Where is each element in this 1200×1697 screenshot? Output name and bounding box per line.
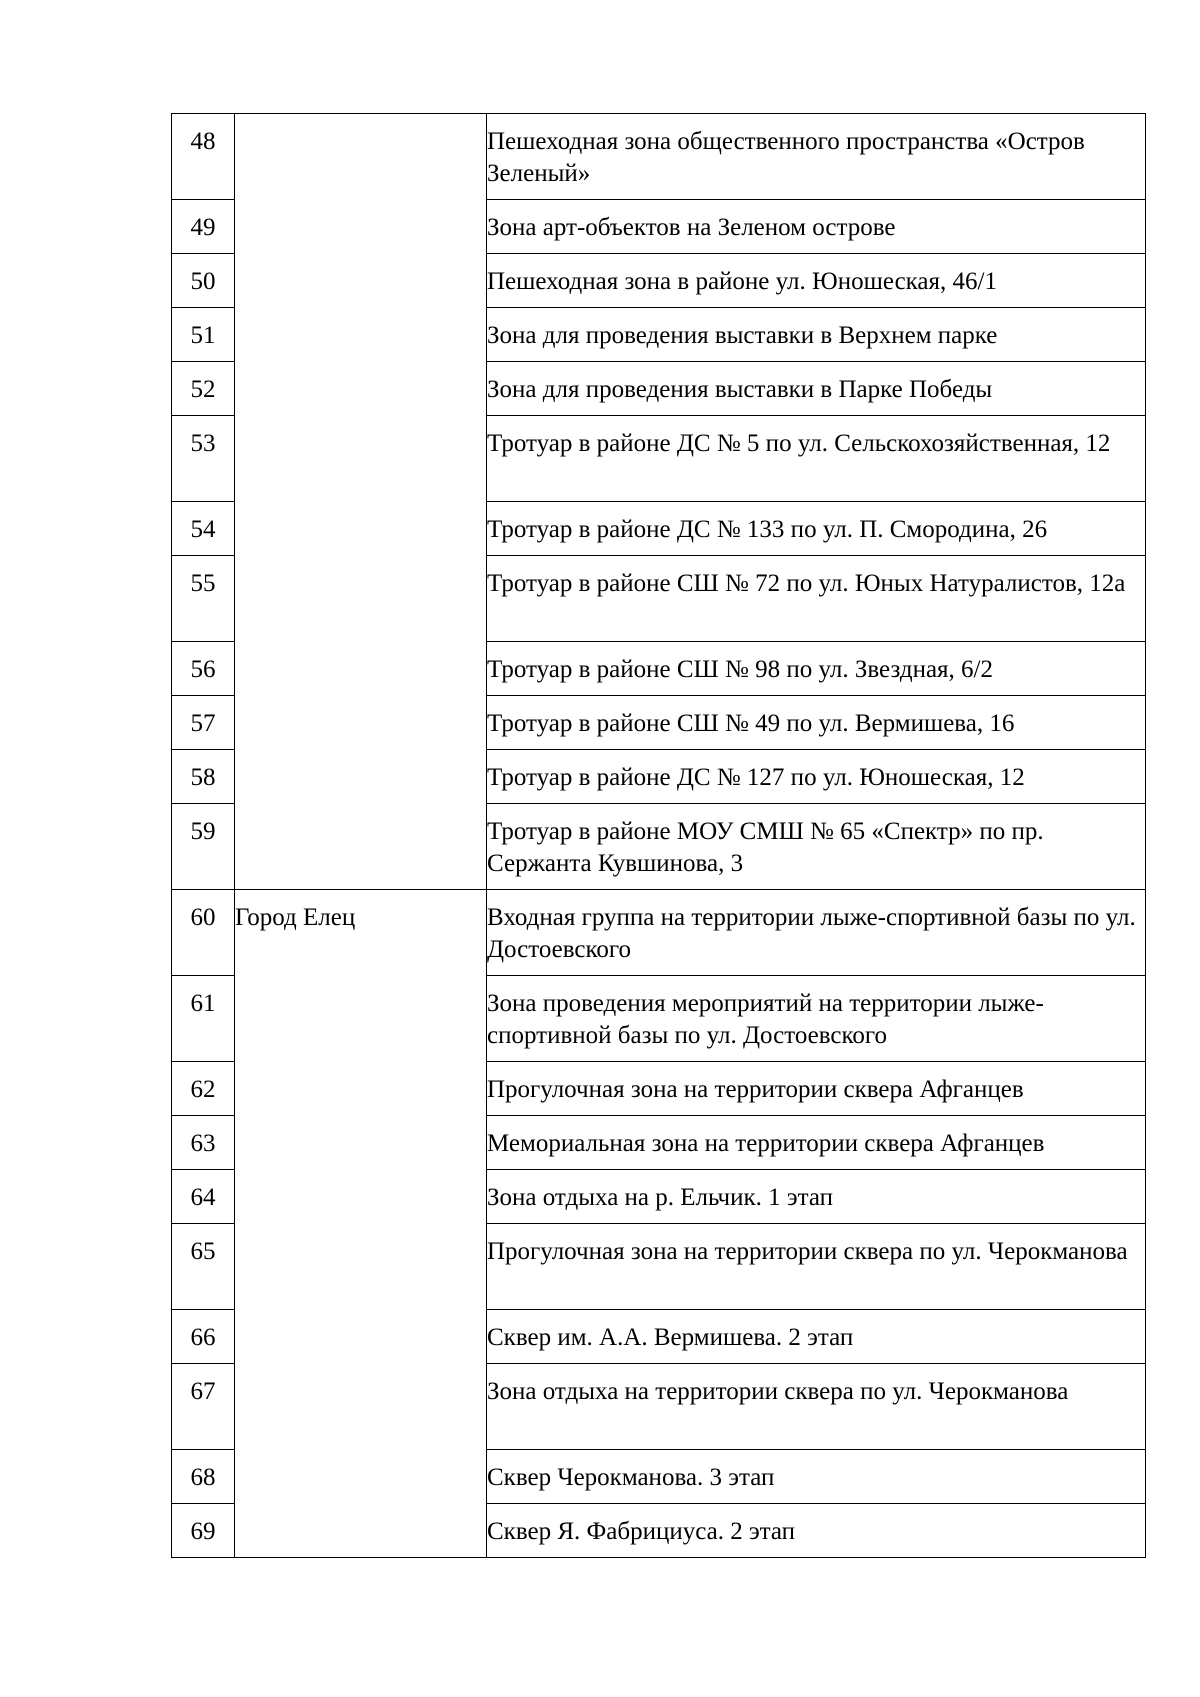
object-name-cell — [487, 362, 1146, 416]
row-number: 67 — [190, 1378, 216, 1405]
object-name: Тротуар в районе ДС № 5 по ул. Сельскохозяйственная, 12 — [487, 430, 1111, 457]
object-name: Зона отдыха на р. Ельчик. 1 этап — [487, 1184, 833, 1211]
row-number: 63 — [190, 1130, 216, 1157]
object-name-cell — [487, 1116, 1146, 1170]
object-name-cell — [487, 114, 1146, 200]
object-name-cell — [487, 976, 1146, 1062]
row-number-cell — [172, 750, 235, 804]
object-name-cell — [487, 502, 1146, 556]
row-number: 61 — [190, 990, 216, 1017]
object-name-cell — [487, 890, 1146, 976]
object-name: Сквер Я. Фабрициуса. 2 этап — [487, 1518, 796, 1545]
row-number-cell — [172, 114, 235, 200]
object-name: Прогулочная зона на территории сквера по ул. Черокманова — [487, 1238, 1128, 1265]
object-name: Тротуар в районе СШ № 72 по ул. Юных Натуралистов, 12а — [487, 570, 1126, 597]
row-number-cell — [172, 890, 235, 976]
object-name: Тротуар в районе ДС № 133 по ул. П. Смородина, 26 — [487, 516, 1048, 543]
object-name-cell — [487, 1450, 1146, 1504]
object-name: Мемориальная зона на территории сквера Афганцев — [487, 1130, 1045, 1157]
municipality-cell — [235, 890, 487, 1558]
objects-table-body — [172, 114, 1146, 1558]
object-name: Тротуар в районе МОУ СМШ № 65 «Спектр» по пр. Сержанта Кувшинова, 3 — [487, 818, 1044, 877]
row-number: 56 — [190, 656, 216, 683]
object-name: Зона проведения мероприятий на территории лыже-спортивной базы по ул. Достоевского — [487, 990, 1044, 1049]
row-number-cell — [172, 308, 235, 362]
row-number: 55 — [190, 570, 216, 597]
row-number-cell — [172, 502, 235, 556]
municipality-cell — [235, 114, 487, 890]
object-name: Зона для проведения выставки в Верхнем парке — [487, 322, 998, 349]
row-number-cell — [172, 1504, 235, 1558]
table-row — [172, 114, 1146, 200]
object-name-cell — [487, 642, 1146, 696]
row-number: 53 — [190, 430, 216, 457]
row-number: 52 — [190, 376, 216, 403]
object-name: Входная группа на территории лыже-спортивной базы по ул. Достоевского — [487, 904, 1136, 963]
row-number: 57 — [190, 710, 216, 737]
object-name: Сквер им. А.А. Вермишева. 2 этап — [487, 1324, 854, 1351]
object-name-cell — [487, 254, 1146, 308]
row-number: 59 — [190, 818, 216, 845]
object-name-cell — [487, 1224, 1146, 1310]
object-name-cell — [487, 1310, 1146, 1364]
object-name-cell — [487, 200, 1146, 254]
row-number: 66 — [190, 1324, 216, 1351]
object-name-cell — [487, 750, 1146, 804]
object-name-cell — [487, 1364, 1146, 1450]
object-name-cell — [487, 1504, 1146, 1558]
row-number-cell — [172, 254, 235, 308]
object-name: Зона отдыха на территории сквера по ул. Черокманова — [487, 1378, 1069, 1405]
row-number-cell — [172, 1224, 235, 1310]
row-number-cell — [172, 1310, 235, 1364]
municipality-name: Город Елец — [235, 904, 356, 931]
row-number-cell — [172, 1170, 235, 1224]
row-number-cell — [172, 362, 235, 416]
row-number: 60 — [190, 904, 216, 931]
row-number-cell — [172, 642, 235, 696]
row-number-cell — [172, 1364, 235, 1450]
row-number-cell — [172, 200, 235, 254]
row-number: 50 — [190, 268, 216, 295]
object-name-cell — [487, 556, 1146, 642]
row-number: 69 — [190, 1518, 216, 1545]
row-number-cell — [172, 804, 235, 890]
object-name-cell — [487, 1170, 1146, 1224]
municipality-name — [235, 114, 486, 126]
row-number-cell — [172, 1450, 235, 1504]
row-number: 48 — [190, 128, 216, 155]
object-name: Зона арт-объектов на Зеленом острове — [487, 214, 896, 241]
row-number: 64 — [190, 1184, 216, 1211]
object-name: Пешеходная зона в районе ул. Юношеская, 46/1 — [487, 268, 997, 295]
object-name: Пешеходная зона общественного пространства «Остров Зеленый» — [487, 128, 1085, 187]
row-number: 54 — [190, 516, 216, 543]
object-name: Тротуар в районе СШ № 98 по ул. Звездная, 6/2 — [487, 656, 994, 683]
object-name-cell — [487, 696, 1146, 750]
row-number: 68 — [190, 1464, 216, 1491]
object-name-cell — [487, 308, 1146, 362]
row-number-cell — [172, 1116, 235, 1170]
object-name: Зона для проведения выставки в Парке Победы — [487, 376, 993, 403]
row-number-cell — [172, 696, 235, 750]
object-name: Сквер Черокманова. 3 этап — [487, 1464, 775, 1491]
row-number: 51 — [190, 322, 216, 349]
object-name-cell — [487, 1062, 1146, 1116]
object-name-cell — [487, 416, 1146, 502]
object-name: Тротуар в районе ДС № 127 по ул. Юношеская, 12 — [487, 764, 1025, 791]
row-number: 49 — [190, 214, 216, 241]
row-number-cell — [172, 1062, 235, 1116]
table-row — [172, 890, 1146, 976]
row-number-cell — [172, 556, 235, 642]
objects-table — [171, 113, 1146, 1558]
row-number: 62 — [190, 1076, 216, 1103]
row-number: 58 — [190, 764, 216, 791]
object-name: Прогулочная зона на территории сквера Афганцев — [487, 1076, 1024, 1103]
row-number: 65 — [190, 1238, 216, 1265]
object-name-cell — [487, 804, 1146, 890]
row-number-cell — [172, 416, 235, 502]
object-name: Тротуар в районе СШ № 49 по ул. Вермишева, 16 — [487, 710, 1015, 737]
row-number-cell — [172, 976, 235, 1062]
